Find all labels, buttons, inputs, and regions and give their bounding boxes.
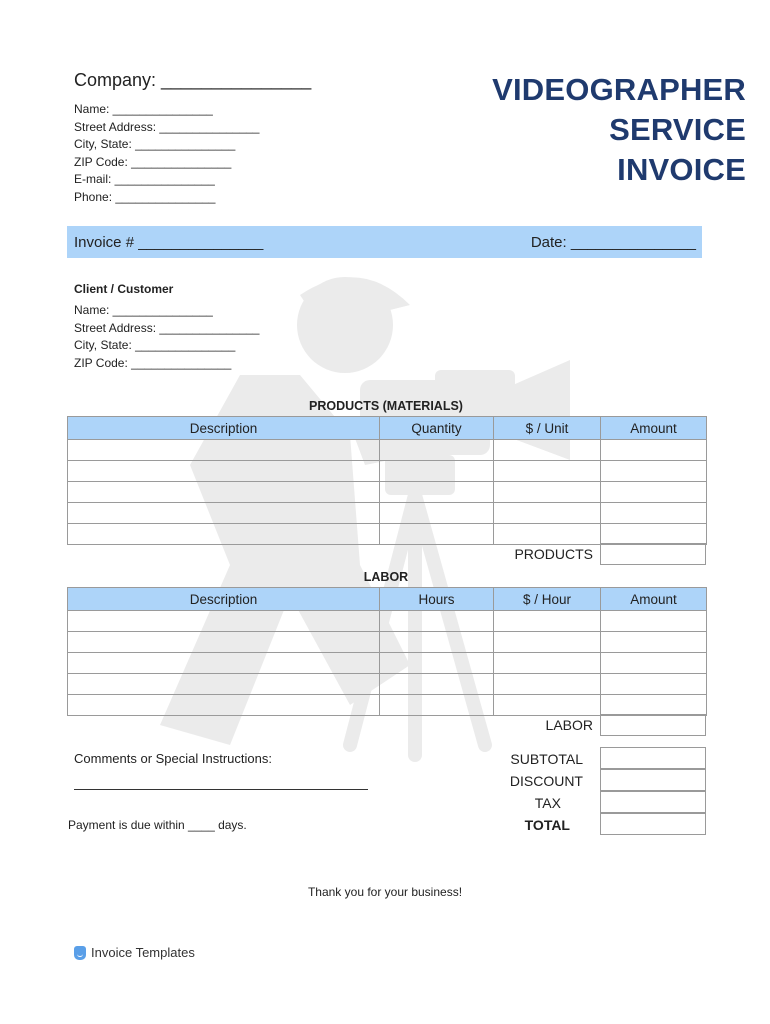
table-cell[interactable] (68, 653, 380, 674)
table-cell[interactable] (68, 611, 380, 632)
client-heading: Client / Customer (74, 282, 174, 296)
table-cell[interactable] (601, 674, 707, 695)
invoice-title (492, 70, 746, 190)
table-row (68, 524, 707, 545)
title-line-1: VIDEOGRAPHER (492, 72, 746, 107)
title-line-3: INVOICE (617, 152, 746, 187)
table-cell[interactable] (601, 611, 707, 632)
table-cell[interactable] (380, 695, 494, 716)
table-cell[interactable] (601, 461, 707, 482)
sender-zip-field: ZIP Code: _______________ (74, 154, 232, 169)
discount-label: DISCOUNT (509, 773, 583, 789)
date-field[interactable]: Date: _______________ (530, 234, 696, 251)
client-name-field: Name: _______________ (74, 303, 213, 317)
brand-name: Invoice Templates (91, 945, 195, 960)
table-cell[interactable] (601, 653, 707, 674)
labor-table (67, 587, 707, 716)
comments-input-line[interactable] (74, 779, 368, 790)
table-cell[interactable] (68, 482, 380, 503)
brand-logo (74, 945, 195, 960)
table-cell[interactable] (380, 653, 494, 674)
table-cell[interactable] (68, 632, 380, 653)
table-cell[interactable] (494, 695, 601, 716)
sender-street-field: Street Address: _______________ (74, 119, 260, 134)
client-zip-field: ZIP Code: _______________ (74, 355, 232, 370)
tax-box[interactable] (600, 791, 706, 813)
products-section-title: PRODUCTS (MATERIALS) (309, 399, 463, 413)
table-cell[interactable] (380, 632, 494, 653)
invoice-number-field[interactable]: Invoice # _______________ (74, 234, 264, 251)
table-cell[interactable] (494, 482, 601, 503)
products-subtotal-box[interactable] (600, 543, 706, 565)
column-header-amount: Amount (601, 588, 707, 611)
table-cell[interactable] (494, 461, 601, 482)
table-cell[interactable] (68, 503, 380, 524)
labor-section-title: LABOR (363, 570, 409, 584)
sender-name-field: Name: _______________ (74, 102, 213, 116)
table-cell[interactable] (494, 653, 601, 674)
thank-you-note: Thank you for your business! (307, 885, 463, 899)
sender-email-field: E-mail: _______________ (74, 172, 215, 186)
column-header-description: Description (68, 417, 380, 440)
client-info (74, 302, 259, 372)
table-cell[interactable] (380, 440, 494, 461)
table-cell[interactable] (68, 674, 380, 695)
products-table (67, 416, 707, 545)
table-cell[interactable] (380, 524, 494, 545)
total-box[interactable] (600, 813, 706, 835)
tax-label: TAX (534, 795, 561, 811)
products-header-row (68, 417, 707, 440)
table-cell[interactable] (601, 524, 707, 545)
table-cell[interactable] (601, 482, 707, 503)
table-row (68, 461, 707, 482)
table-cell[interactable] (601, 503, 707, 524)
table-row (68, 695, 707, 716)
table-cell[interactable] (494, 632, 601, 653)
subtotal-box[interactable] (600, 747, 706, 769)
table-cell[interactable] (494, 611, 601, 632)
table-cell[interactable] (68, 461, 380, 482)
table-cell[interactable] (494, 440, 601, 461)
table-cell[interactable] (380, 482, 494, 503)
table-cell[interactable] (68, 440, 380, 461)
sender-info (74, 101, 259, 206)
labor-subtotal-label: LABOR (545, 717, 593, 733)
table-cell[interactable] (494, 674, 601, 695)
table-cell[interactable] (601, 695, 707, 716)
table-cell[interactable] (601, 632, 707, 653)
invoice-bar (67, 226, 702, 258)
sender-phone-field: Phone: _______________ (74, 189, 216, 204)
table-cell[interactable] (601, 440, 707, 461)
comments-label: Comments or Special Instructions: (74, 751, 272, 766)
table-row (68, 653, 707, 674)
table-cell[interactable] (380, 611, 494, 632)
column-header-hours: Hours (380, 588, 494, 611)
column-header-unit-price: $ / Unit (494, 417, 601, 440)
table-row (68, 674, 707, 695)
table-cell[interactable] (494, 524, 601, 545)
column-header-hourly-rate: $ / Hour (494, 588, 601, 611)
table-row (68, 611, 707, 632)
table-cell[interactable] (380, 674, 494, 695)
table-cell[interactable] (68, 695, 380, 716)
products-subtotal-label: PRODUCTS (514, 546, 593, 562)
table-row (68, 632, 707, 653)
column-header-description: Description (68, 588, 380, 611)
discount-box[interactable] (600, 769, 706, 791)
payment-terms: Payment is due within ____ days. (68, 818, 247, 832)
sender-city-field: City, State: _______________ (74, 137, 236, 151)
column-header-quantity: Quantity (380, 417, 494, 440)
table-row (68, 440, 707, 461)
total-label: TOTAL (524, 817, 570, 833)
client-city-field: City, State: _______________ (74, 338, 236, 352)
client-street-field: Street Address: _______________ (74, 320, 260, 335)
invoice-templates-logo-icon (74, 946, 86, 960)
table-row (68, 503, 707, 524)
table-cell[interactable] (380, 461, 494, 482)
labor-subtotal-box[interactable] (600, 714, 706, 736)
company-field: Company: _______________ (74, 70, 312, 90)
table-cell[interactable] (380, 503, 494, 524)
title-line-2: SERVICE (609, 112, 746, 147)
table-row (68, 482, 707, 503)
table-cell[interactable] (494, 503, 601, 524)
column-header-amount: Amount (601, 417, 707, 440)
subtotal-label: SUBTOTAL (510, 751, 583, 767)
table-cell[interactable] (68, 524, 380, 545)
labor-header-row (68, 588, 707, 611)
